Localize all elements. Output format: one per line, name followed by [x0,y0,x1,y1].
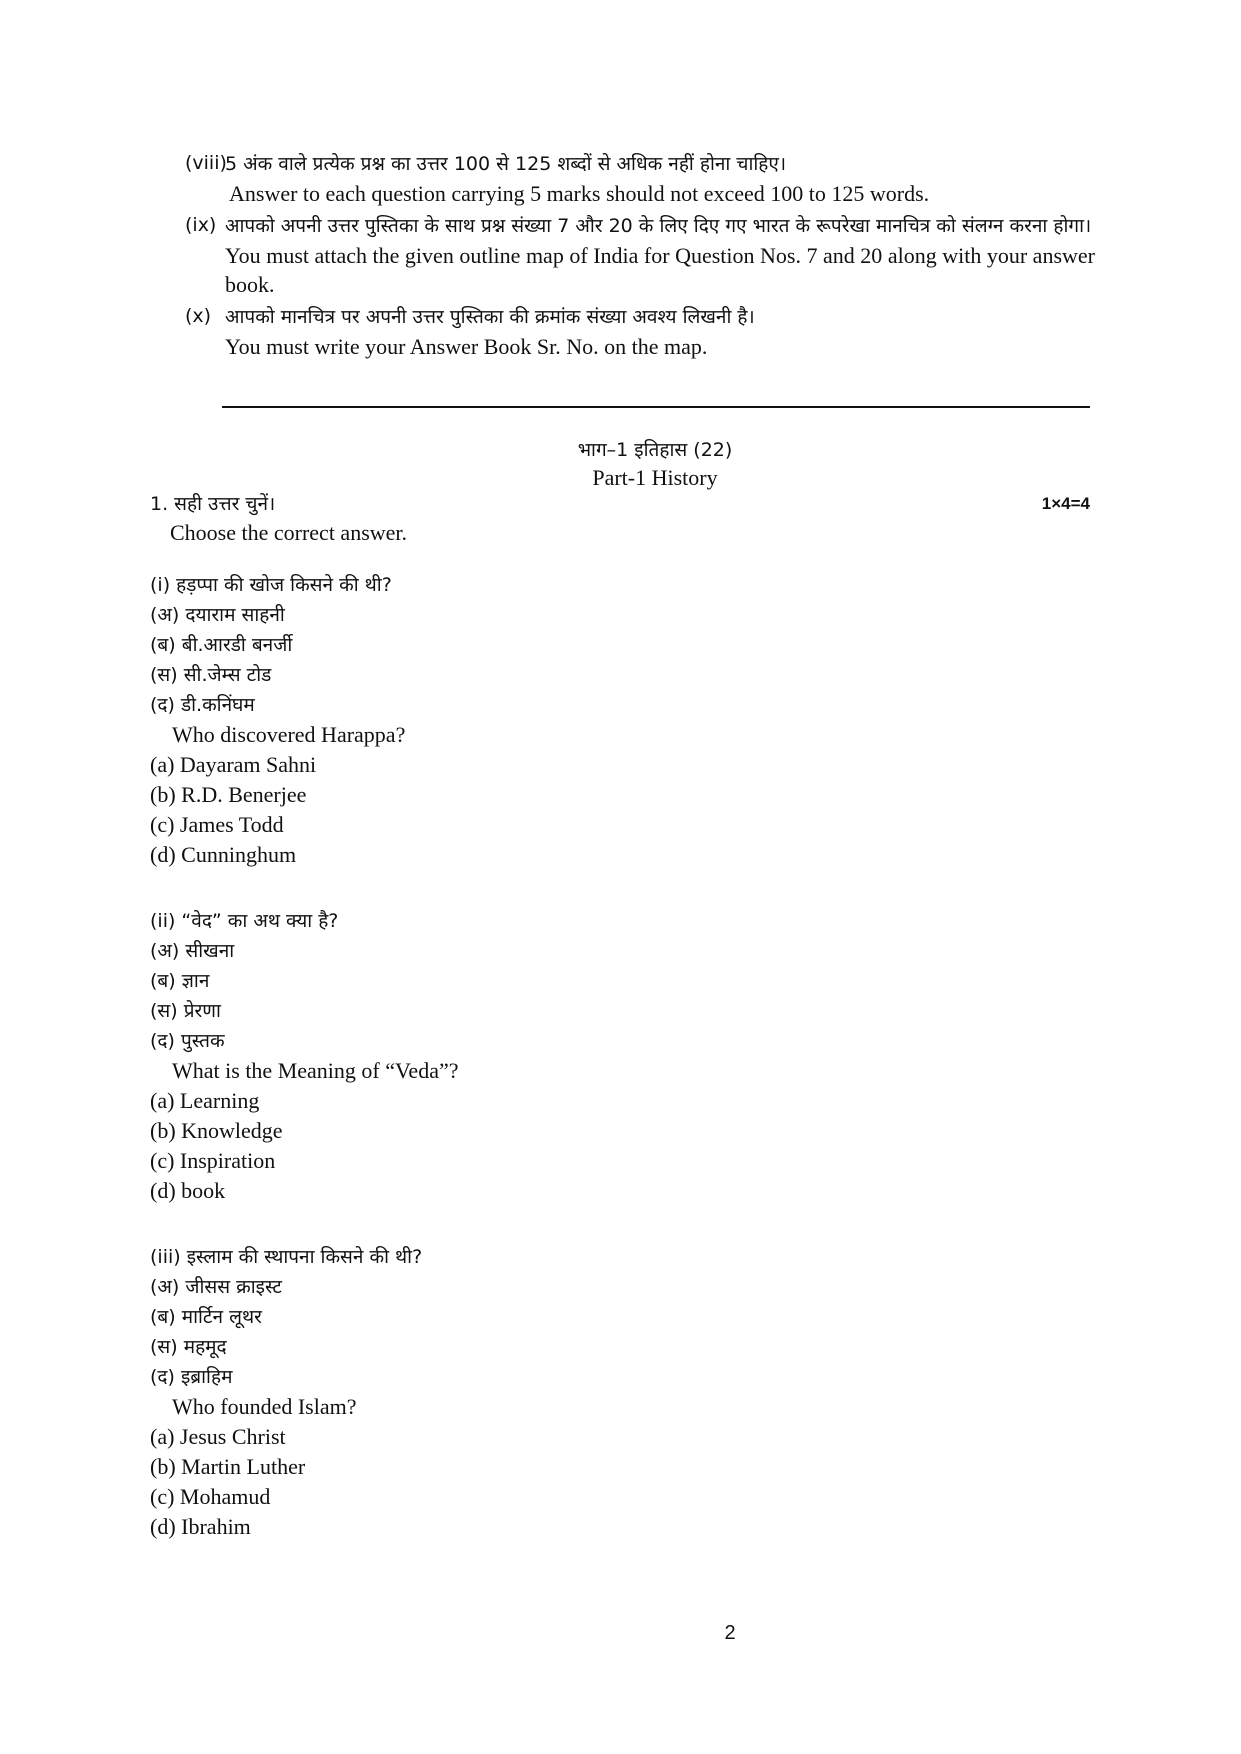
subquestion-ii [150,906,850,1206]
question-1-english: Choose the correct answer. [170,520,408,545]
option-english: (a) Dayaram Sahni [150,752,317,777]
subquestion-iii [150,1242,850,1542]
option-english: (c) Mohamud [150,1484,271,1509]
instruction-english: You must attach the given outline map of India for Question Nos. 7 and 20 along with your answer book. [225,243,1095,297]
option-hindi: (द) पुस्तक [150,1030,225,1052]
question-1-marks: 1×4=4 [1041,494,1090,513]
option-hindi: (द) डी.कनिंघम [150,694,255,716]
part-title-hindi: भाग–1 इतिहास (22) [577,439,733,461]
option-hindi: (ब) मार्टिन लूथर [150,1306,262,1328]
instruction-number: (viii) [185,152,227,174]
subquestion-english: What is the Meaning of “Veda”? [172,1058,459,1083]
option-hindi: (स) प्रेरणा [150,1000,221,1022]
subquestion-hindi: (iii) इस्लाम की स्थापना किसने की थी? [150,1246,423,1268]
option-english: (a) Learning [150,1088,260,1113]
option-hindi: (ब) ज्ञान [150,970,210,992]
instruction-viii [185,150,1095,208]
option-english: (b) R.D. Benerjee [150,782,307,807]
question-1-header [150,490,1090,548]
subquestion-english: Who founded Islam? [172,1394,357,1419]
instruction-hindi: 5 अंक वाले प्रत्येक प्रश्न का उत्तर 100 से 125 शब्दों से अधिक नहीं होना चाहिए। [225,153,787,175]
instruction-number: (ix) [185,214,217,236]
option-english: (c) Inspiration [150,1148,276,1173]
option-hindi: (अ) दयाराम साहनी [150,604,285,626]
subquestion-i [150,570,850,870]
option-english: (b) Martin Luther [150,1454,306,1479]
instructions-block [185,150,1095,365]
option-hindi: (अ) जीसस क्राइस्ट [150,1276,282,1298]
instruction-ix [185,212,1095,299]
part-heading [0,436,1241,492]
option-english: (c) James Todd [150,812,284,837]
question-1-hindi: 1. सही उत्तर चुनें। [150,493,276,515]
option-english: (d) book [150,1178,226,1203]
instruction-english: You must write your Answer Book Sr. No. on the map. [225,334,708,359]
instruction-hindi: आपको अपनी उत्तर पुस्तिका के साथ प्रश्न संख्या 7 और 20 के लिए दिए गए भारत के रूपरेखा मानचित्र को संलग्न करना होगा। [225,215,1092,237]
instruction-english: Answer to each question carrying 5 marks should not exceed 100 to 125 words. [229,181,930,206]
option-english: (a) Jesus Christ [150,1424,286,1449]
option-hindi: (ब) बी.आरडी बनर्जी [150,634,293,656]
part-title-english: Part-1 History [592,465,718,490]
instruction-x [185,303,1095,361]
option-hindi: (अ) सीखना [150,940,235,962]
option-english: (d) Ibrahim [150,1514,251,1539]
subquestion-english: Who discovered Harappa? [172,722,406,747]
option-hindi: (स) सी.जेम्स टोड [150,664,272,686]
page-number: 2 [724,1622,736,1644]
instruction-number: (x) [185,305,212,327]
option-english: (b) Knowledge [150,1118,283,1143]
option-english: (d) Cunninghum [150,842,297,867]
instruction-hindi: आपको मानचित्र पर अपनी उत्तर पुस्तिका की क्रमांक संख्या अवश्य लिखनी है। [225,306,755,328]
section-divider [222,406,1090,408]
option-hindi: (द) इब्राहिम [150,1366,233,1388]
subquestion-hindi: (ii) “वेद” का अथ क्या है? [150,910,339,932]
subquestion-hindi: (i) हड़प्पा की खोज किसने की थी? [150,574,392,596]
option-hindi: (स) महमूद [150,1336,227,1358]
